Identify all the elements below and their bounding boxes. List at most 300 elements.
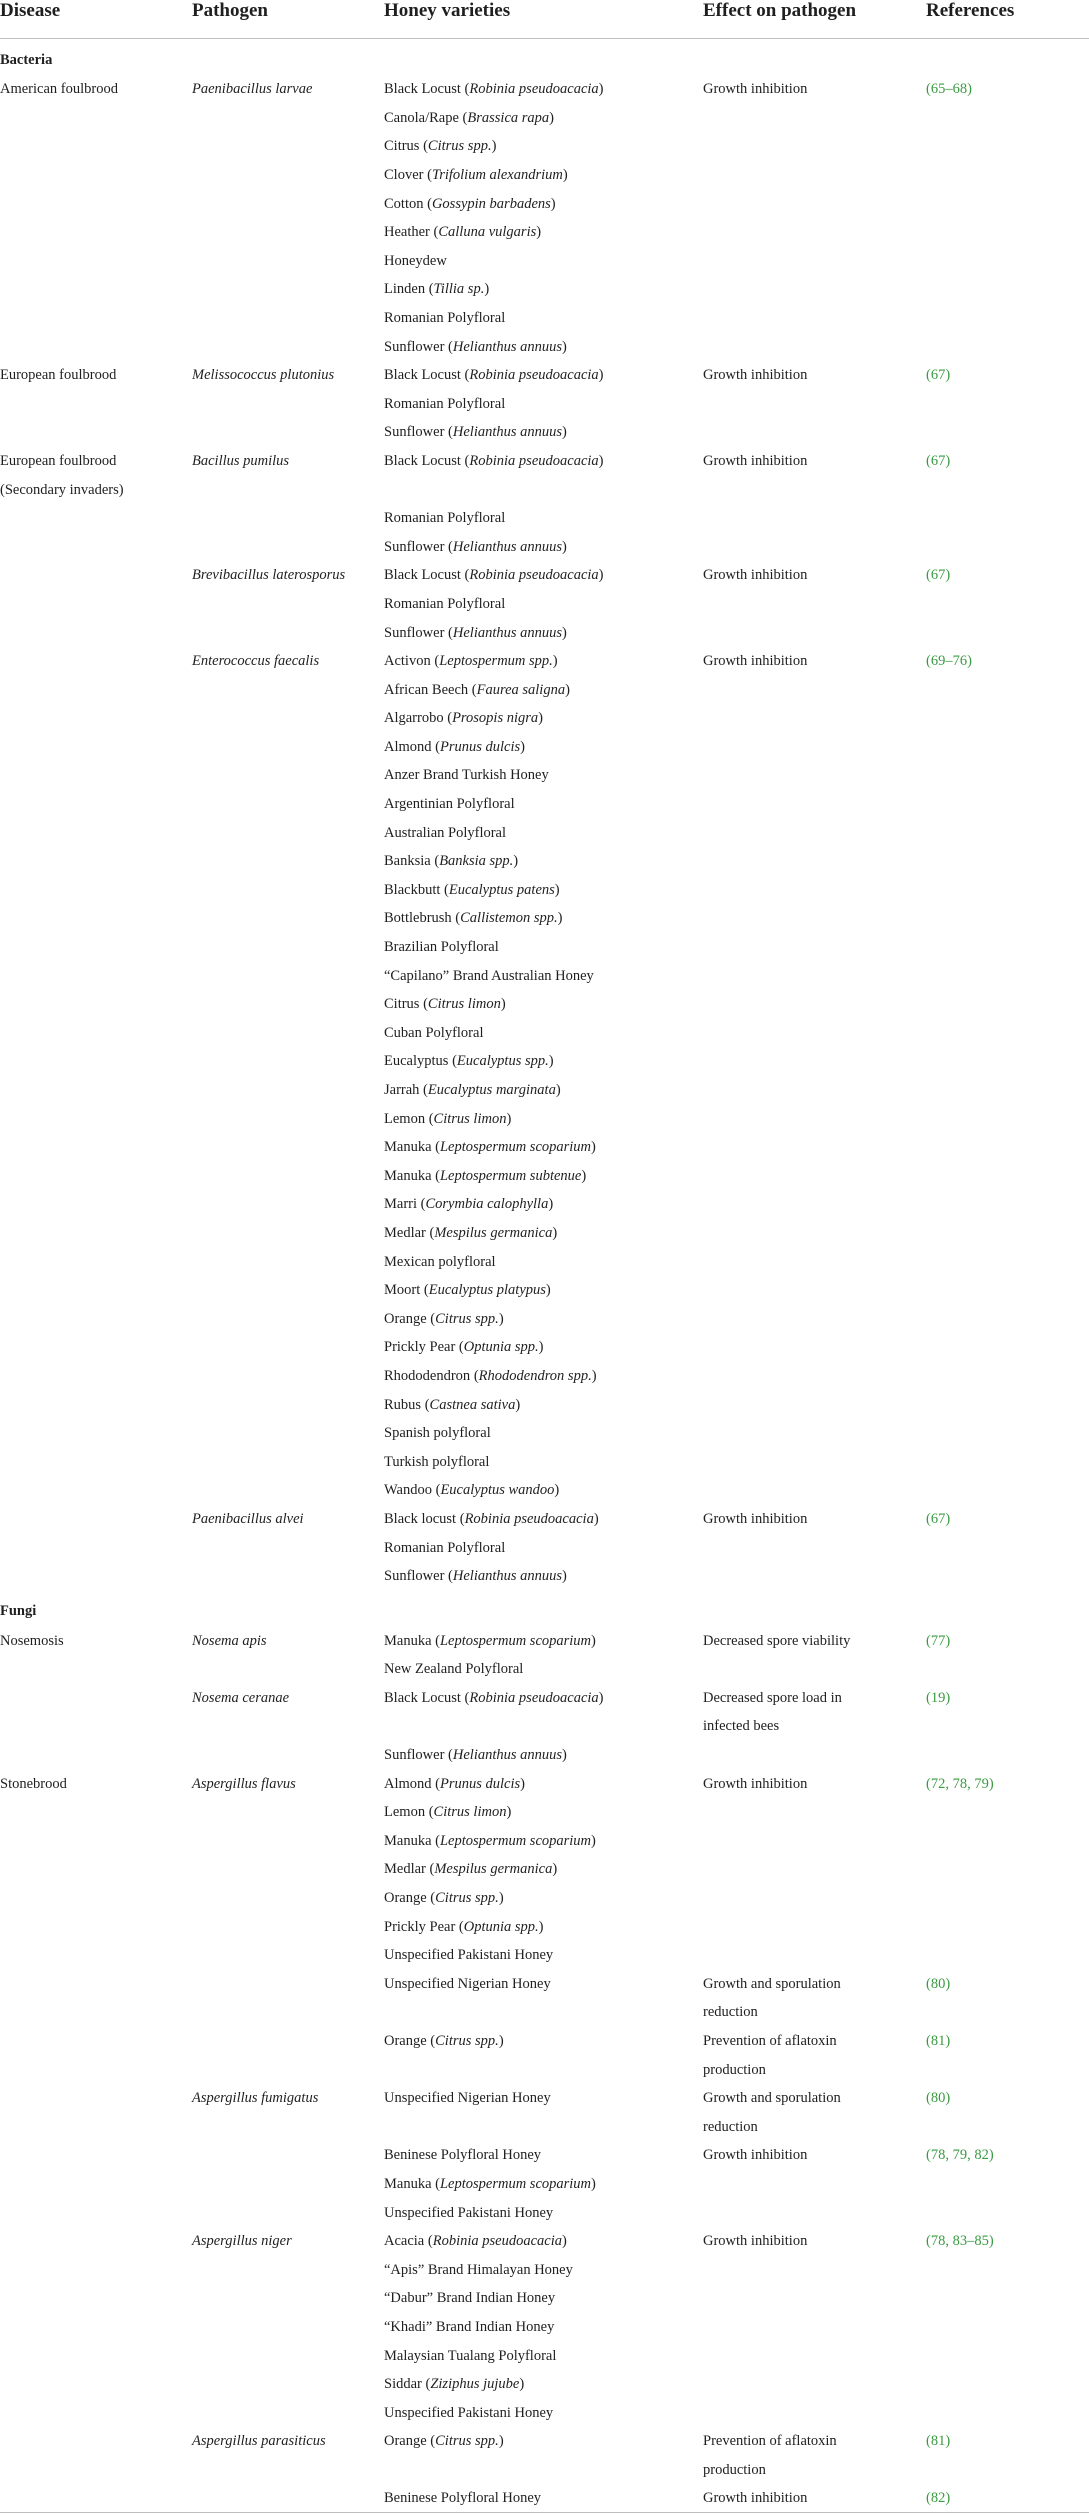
table-row [0, 2427, 1089, 2456]
disease-cell [0, 2456, 192, 2485]
effect-cell: Growth inhibition [703, 653, 808, 670]
disease-cell: (Secondary invaders) [0, 481, 124, 498]
table-row [0, 2055, 1089, 2084]
reference-cell [926, 561, 1089, 590]
honey-latin-name: Banksia spp. [439, 853, 514, 870]
honey-name: Orange [384, 2433, 427, 2450]
effect-cell [703, 504, 926, 533]
honey-latin-name: Helianthus annuus [452, 424, 563, 441]
reference-link[interactable]: (81) [926, 2433, 951, 2450]
honey-variety-cell: Sunflower (Helianthus annuus) [384, 424, 567, 441]
disease-cell [0, 504, 192, 533]
reference-cell [926, 1276, 1089, 1305]
honey-name: Rubus [384, 1396, 422, 1413]
reference-cell [926, 2141, 1089, 2170]
honey-name: Almond [384, 738, 432, 755]
honey-latin-name: Calluna vulgaris [438, 224, 537, 241]
effect-cell [703, 1247, 926, 1276]
honey-latin-name: Eucalyptus marginata [427, 1082, 556, 1099]
effect-cell [703, 818, 926, 847]
effect-cell [703, 847, 926, 876]
pathogen-cell [192, 961, 384, 990]
table-row [0, 2227, 1089, 2256]
reference-link[interactable]: (77) [926, 1632, 951, 1649]
disease-cell: American foulbrood [0, 81, 118, 98]
honey-latin-name: Ziziphus jujube [430, 2376, 520, 2393]
honey-latin-name: Robinia pseudoacacia [469, 567, 599, 584]
effect-cell [703, 1219, 926, 1248]
reference-link[interactable]: (80) [926, 1975, 951, 1992]
honey-name: Honeydew [384, 252, 447, 269]
honey-latin-name: Optunia spp. [463, 1918, 539, 1935]
honey-variety-cell [384, 1941, 703, 1970]
reference-link[interactable]: (69–76) [926, 653, 972, 670]
reference-cell [926, 2227, 1089, 2256]
pathogen-cell [192, 1333, 384, 1362]
pathogen-cell [192, 1190, 384, 1219]
section-row [0, 1590, 1089, 1626]
reference-cell [926, 1884, 1089, 1913]
reference-cell [926, 675, 1089, 704]
pathogen-cell [192, 247, 384, 276]
pathogen-cell [192, 275, 384, 304]
honey-variety-cell [384, 961, 703, 990]
reference-cell [926, 847, 1089, 876]
honey-variety-cell [384, 590, 703, 619]
disease-cell [0, 1533, 192, 1562]
honey-variety-cell [384, 2141, 703, 2170]
honey-latin-name: Helianthus annuus [452, 538, 563, 555]
reference-cell [926, 304, 1089, 333]
table-row [0, 1362, 1089, 1391]
honey-name: Beninese Polyfloral Honey [384, 2147, 542, 2164]
disease-cell [0, 1190, 192, 1219]
reference-cell [926, 1104, 1089, 1133]
honey-variety-cell [384, 1655, 703, 1684]
pathogen-cell [192, 675, 384, 704]
honey-latin-name: Optunia spp. [463, 1339, 539, 1356]
honey-name: Orange [384, 1890, 427, 1907]
disease-cell [0, 847, 192, 876]
disease-cell [0, 618, 192, 647]
reference-cell [926, 1941, 1089, 1970]
reference-link[interactable]: (67) [926, 567, 951, 584]
table-row [0, 332, 1089, 361]
pathogen-cell [192, 1305, 384, 1334]
disease-cell [0, 704, 192, 733]
disease-cell [0, 2170, 192, 2199]
honey-variety-cell [384, 1019, 703, 1048]
pathogen-name: Aspergillus fumigatus [192, 2090, 319, 2107]
table-row [0, 1562, 1089, 1591]
table-row [0, 1970, 1089, 1999]
table-row [0, 247, 1089, 276]
disease-cell [0, 1912, 192, 1941]
reference-cell [926, 2256, 1089, 2285]
honey-latin-name: Robinia pseudoacacia [469, 81, 599, 98]
disease-cell [0, 161, 192, 190]
pathogen-name: Enterococcus faecalis [192, 653, 320, 670]
reference-cell [926, 1362, 1089, 1391]
effect-cell [703, 2284, 926, 2313]
reference-cell [926, 361, 1089, 390]
honey-name: Brazilian Polyfloral [384, 939, 499, 956]
honey-name: Romanian Polyfloral [384, 1539, 506, 1556]
honey-name: “Khadi” Brand Indian Honey [384, 2318, 555, 2335]
table-row [0, 1798, 1089, 1827]
pathogen-name: Brevibacillus laterosporus [192, 567, 346, 584]
honey-variety-cell: Prickly Pear (Optunia spp.) [384, 1339, 544, 1356]
pathogen-cell [192, 75, 384, 104]
pathogen-cell [192, 504, 384, 533]
reference-cell [926, 1476, 1089, 1505]
honey-variety-cell: Citrus (Citrus limon) [384, 996, 506, 1013]
table-row [0, 218, 1089, 247]
honey-latin-name: Prunus dulcis [440, 738, 521, 755]
honey-variety-cell [384, 2084, 703, 2113]
disease-cell [0, 2399, 192, 2428]
pathogen-cell [192, 2027, 384, 2056]
table-row [0, 733, 1089, 762]
disease-cell [0, 675, 192, 704]
reference-cell [926, 533, 1089, 562]
effect-cell [703, 332, 926, 361]
table-row [0, 1190, 1089, 1219]
honey-name: Sunflower [384, 538, 445, 555]
honey-variety-cell: Heather (Calluna vulgaris) [384, 224, 542, 241]
pathogen-cell [192, 390, 384, 419]
pathogen-cell [192, 1769, 384, 1798]
reference-cell [926, 2055, 1089, 2084]
honey-variety-cell: Almond (Prunus dulcis) [384, 1775, 525, 1792]
effect-cell [703, 1884, 926, 1913]
pathogen-cell [192, 475, 384, 504]
table-row [0, 1076, 1089, 1105]
table-row [0, 2399, 1089, 2428]
honey-variety-cell [384, 247, 703, 276]
honey-variety-cell: Rhododendron (Rhododendron spp.) [384, 1367, 597, 1384]
reference-cell [926, 161, 1089, 190]
honey-name: Australian Polyfloral [384, 824, 507, 841]
effect-cell: Growth inhibition [703, 2233, 808, 2250]
reference-link[interactable]: (19) [926, 1689, 951, 1706]
reference-link[interactable]: (78, 83–85) [926, 2233, 994, 2250]
effect-cell: Growth inhibition [703, 367, 808, 384]
honey-variety-cell [384, 1247, 703, 1276]
honey-name: Prickly Pear [384, 1339, 456, 1356]
table-row [0, 2456, 1089, 2485]
disease-cell [0, 1305, 192, 1334]
effect-cell [703, 904, 926, 933]
honey-name: Unspecified Nigerian Honey [384, 1975, 551, 1992]
disease-cell [0, 961, 192, 990]
honey-variety-cell: Linden (Tillia sp.) [384, 281, 490, 298]
disease-cell [0, 304, 192, 333]
honey-variety-cell [384, 2198, 703, 2227]
disease-cell [0, 132, 192, 161]
table-row [0, 675, 1089, 704]
reference-link[interactable]: (72, 78, 79) [926, 1775, 994, 1792]
table-row [0, 1712, 1089, 1741]
table-row [0, 2084, 1089, 2113]
honey-name: Cuban Polyfloral [384, 1024, 484, 1041]
table-row [0, 847, 1089, 876]
honey-latin-name: Prosopis nigra [452, 710, 539, 727]
honey-name: Moort [384, 1282, 421, 1299]
table-row [0, 990, 1089, 1019]
honey-variety-cell: Manuka (Leptospermum scoparium) [384, 1139, 596, 1156]
reference-cell [926, 247, 1089, 276]
effect-cell [703, 1162, 926, 1191]
honey-variety-cell: Sunflower (Helianthus annuus) [384, 538, 567, 555]
honey-variety-cell: Medlar (Mespilus germanica) [384, 1861, 558, 1878]
reference-cell [926, 2456, 1089, 2485]
honey-name: Manuka [384, 1832, 432, 1849]
honey-variety-cell: Citrus (Citrus spp.) [384, 138, 497, 155]
header-pathogen: Pathogen [192, 0, 384, 39]
reference-cell [926, 704, 1089, 733]
table-row [0, 161, 1089, 190]
pathogen-cell [192, 1076, 384, 1105]
pathogen-cell [192, 818, 384, 847]
honey-name: Medlar [384, 1861, 426, 1878]
honey-variety-cell: Lemon (Citrus limon) [384, 1804, 512, 1821]
reference-cell [926, 1769, 1089, 1798]
honey-variety-cell [384, 2284, 703, 2313]
disease-cell [0, 2484, 192, 2513]
honey-latin-name: Brassica rapa [467, 109, 550, 126]
honey-name: Banksia [384, 853, 431, 870]
table-row [0, 2313, 1089, 2342]
pathogen-cell [192, 189, 384, 218]
pathogen-cell [192, 1505, 384, 1534]
reference-link[interactable]: (67) [926, 367, 951, 384]
honey-name: Clover [384, 167, 424, 184]
effect-cell [703, 961, 926, 990]
honey-name: Mexican polyfloral [384, 1253, 496, 1270]
reference-cell [926, 2084, 1089, 2113]
honey-variety-cell: African Beech (Faurea saligna) [384, 681, 570, 698]
table-row [0, 1912, 1089, 1941]
honey-latin-name: Citrus spp. [435, 1310, 499, 1327]
honey-name: Spanish polyfloral [384, 1425, 491, 1442]
honey-latin-name: Citrus spp. [435, 1890, 499, 1907]
disease-cell [0, 1076, 192, 1105]
honey-name: Romanian Polyfloral [384, 595, 506, 612]
reference-cell [926, 332, 1089, 361]
disease-cell [0, 2370, 192, 2399]
reference-cell [926, 1626, 1089, 1655]
table-row [0, 1684, 1089, 1713]
honey-name: “Dabur” Brand Indian Honey [384, 2290, 556, 2307]
section-label: Bacteria [0, 51, 53, 68]
disease-cell [0, 1019, 192, 1048]
disease-cell [0, 332, 192, 361]
table-row [0, 1419, 1089, 1448]
table-row [0, 2141, 1089, 2170]
pathogen-cell [192, 161, 384, 190]
effect-cell: production [703, 2061, 766, 2078]
honey-latin-name: Citrus limon [427, 996, 501, 1013]
table-row [0, 1998, 1089, 2027]
honey-name: Unspecified Pakistani Honey [384, 1947, 554, 1964]
disease-cell [0, 590, 192, 619]
honey-latin-name: Leptospermum scoparium [439, 1832, 592, 1849]
pathogen-cell [192, 2284, 384, 2313]
effect-cell [703, 675, 926, 704]
pathogen-cell [192, 1912, 384, 1941]
honey-variety-cell: Blackbutt (Eucalyptus patens) [384, 881, 560, 898]
honey-name: Unspecified Nigerian Honey [384, 2090, 551, 2107]
pathogen-cell [192, 361, 384, 390]
effect-cell [703, 761, 926, 790]
honey-latin-name: Citrus spp. [427, 138, 492, 155]
honey-latin-name: Citrus limon [433, 1110, 507, 1127]
honey-name: Lemon [384, 1804, 426, 1821]
pathogen-cell [192, 1798, 384, 1827]
section-row [0, 39, 1089, 76]
table-row [0, 1626, 1089, 1655]
pathogen-cell [192, 447, 384, 476]
honey-name: Black locust [384, 1510, 457, 1527]
disease-cell [0, 2256, 192, 2285]
pathogen-cell [192, 2084, 384, 2113]
disease-cell [0, 104, 192, 133]
disease-cell [0, 1104, 192, 1133]
reference-link[interactable]: (67) [926, 452, 951, 469]
effect-cell [703, 990, 926, 1019]
effect-cell: Growth inhibition [703, 1775, 808, 1792]
honey-name: African Beech [384, 681, 469, 698]
effect-cell: Growth inhibition [703, 2484, 926, 2513]
table-body [0, 39, 1089, 2513]
disease-cell [0, 733, 192, 762]
table-row [0, 1390, 1089, 1419]
effect-cell [703, 933, 926, 962]
pathogen-cell [192, 1448, 384, 1477]
honey-latin-name: Castnea sativa [429, 1396, 516, 1413]
pathogen-name: Aspergillus flavus [192, 1775, 296, 1792]
disease-cell [0, 1362, 192, 1391]
effect-cell: Growth inhibition [703, 1510, 808, 1527]
pathogen-cell [192, 1941, 384, 1970]
effect-cell [703, 1476, 926, 1505]
table-row [0, 1533, 1089, 1562]
reference-link[interactable]: (80) [926, 2090, 951, 2107]
reference-cell [926, 475, 1089, 504]
honey-name: Turkish polyfloral [384, 1453, 490, 1470]
disease-cell [0, 1219, 192, 1248]
disease-cell [0, 390, 192, 419]
reference-cell [926, 218, 1089, 247]
disease-cell [0, 2427, 192, 2456]
pathogen-cell [192, 2198, 384, 2227]
honey-name: Linden [384, 281, 426, 298]
pathogen-cell [192, 1827, 384, 1856]
effect-cell [703, 161, 926, 190]
reference-link[interactable]: (78, 79, 82) [926, 2147, 994, 2164]
honey-latin-name: Citrus limon [433, 1804, 507, 1821]
pathogen-cell [192, 1884, 384, 1913]
table-row [0, 104, 1089, 133]
pathogen-cell [192, 1390, 384, 1419]
table-row [0, 533, 1089, 562]
reference-cell [926, 2341, 1089, 2370]
honey-variety-cell [384, 2055, 703, 2084]
pathogen-cell [192, 1655, 384, 1684]
pathogen-cell [192, 733, 384, 762]
effect-cell [703, 1019, 926, 1048]
disease-cell [0, 2341, 192, 2370]
honey-variety-cell: Manuka (Leptospermum subtenue) [384, 1167, 587, 1184]
effect-cell [703, 1941, 926, 1970]
effect-cell [703, 1855, 926, 1884]
honey-variety-cell: Black Locust (Robinia pseudoacacia) [384, 367, 604, 384]
disease-cell: European foulbrood [0, 452, 117, 469]
disease-cell [0, 2313, 192, 2342]
effect-cell [703, 2198, 926, 2227]
reference-link[interactable]: (81) [926, 2033, 951, 2050]
pathogen-cell [192, 704, 384, 733]
honey-variety-cell: Siddar (Ziziphus jujube) [384, 2376, 525, 2393]
effect-cell [703, 275, 926, 304]
table-row [0, 2370, 1089, 2399]
disease-cell [0, 1998, 192, 2027]
reference-link[interactable]: (65–68) [926, 81, 972, 98]
reference-cell [926, 1998, 1089, 2027]
honey-name: Manuka [384, 1167, 432, 1184]
reference-cell [926, 818, 1089, 847]
pathogen-cell [192, 104, 384, 133]
honey-name: Citrus [384, 996, 420, 1013]
effect-cell [703, 618, 926, 647]
reference-cell [926, 1190, 1089, 1219]
reference-cell [926, 904, 1089, 933]
table-row [0, 1448, 1089, 1477]
reference-cell [926, 1533, 1089, 1562]
reference-cell [926, 790, 1089, 819]
table-row [0, 1855, 1089, 1884]
honey-name: Black Locust [384, 1689, 461, 1706]
honey-latin-name: Helianthus annuus [452, 1568, 563, 1585]
honey-latin-name: Trifolium alexandrium [431, 167, 563, 184]
honey-name: Sunflower [384, 338, 445, 355]
honey-name: Black Locust [384, 567, 461, 584]
reference-cell [926, 104, 1089, 133]
honey-latin-name: Helianthus annuus [452, 1747, 563, 1764]
pathogen-cell [192, 990, 384, 1019]
effect-cell: Growth inhibition [703, 2147, 808, 2164]
honey-variety-cell [384, 475, 703, 504]
pathogen-cell [192, 2113, 384, 2142]
reference-cell [926, 876, 1089, 905]
honey-variety-cell: Acacia (Robinia pseudoacacia) [384, 2233, 567, 2250]
reference-link[interactable]: (82) [926, 2490, 951, 2507]
honey-name: Acacia [384, 2233, 425, 2250]
pathogen-cell [192, 2170, 384, 2199]
honey-latin-name: Helianthus annuus [452, 624, 563, 641]
effect-cell: Decreased spore viability [703, 1632, 851, 1649]
disease-cell: European foulbrood [0, 367, 117, 384]
reference-link[interactable]: (67) [926, 1510, 951, 1527]
effect-cell [703, 2313, 926, 2342]
reference-cell [926, 1133, 1089, 1162]
table-row [0, 561, 1089, 590]
table-row [0, 1827, 1089, 1856]
table-row [0, 904, 1089, 933]
pathogen-cell [192, 1855, 384, 1884]
effect-cell [703, 1305, 926, 1334]
